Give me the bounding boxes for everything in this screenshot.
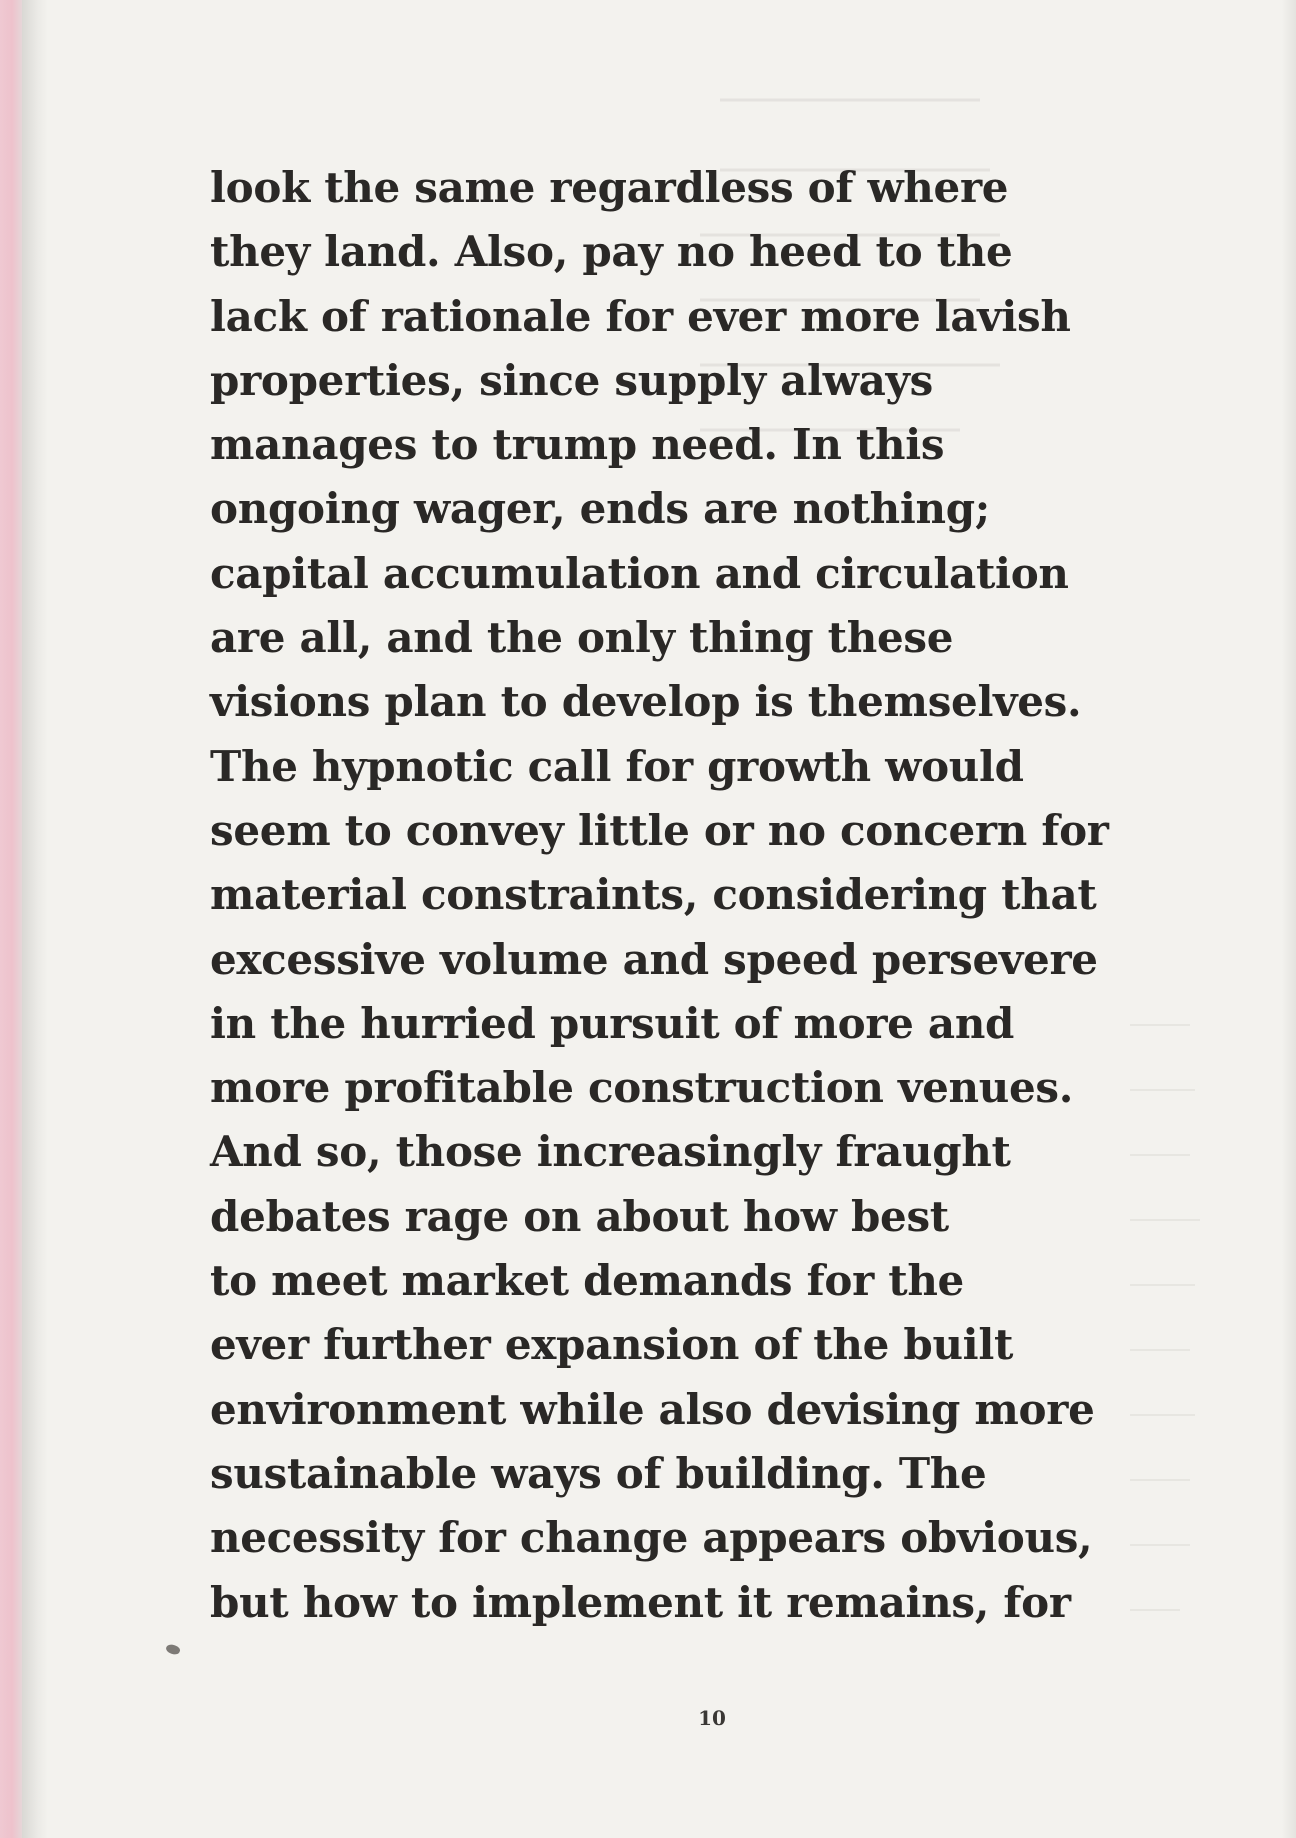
text-line: properties, since supply always (210, 355, 933, 405)
text-line: ever further expansion of the built (210, 1320, 1014, 1370)
text-line: debates rage on about how best (210, 1191, 949, 1241)
text-line: to meet market demands for the (210, 1256, 964, 1306)
page-number: 10 (698, 1706, 726, 1730)
text-line: And so, those increasingly fraught (210, 1127, 1011, 1177)
body-text (210, 156, 1210, 1635)
pink-page-edge (0, 0, 22, 1838)
text-line: manages to trump need. In this (210, 420, 945, 470)
text-line: The hypnotic call for growth would (210, 741, 1024, 791)
text-line: more profitable construction venues. (210, 1063, 1074, 1113)
ink-speck (165, 1643, 181, 1656)
text-line: ongoing wager, ends are nothing; (210, 484, 991, 534)
text-line: material constraints, considering that (210, 870, 1097, 920)
text-line: environment while also devising more (210, 1384, 1095, 1434)
text-line: they land. Also, pay no heed to the (210, 227, 1013, 277)
gutter-shadow (22, 0, 48, 1838)
text-line: visions plan to develop is themselves. (210, 677, 1082, 727)
text-line: are all, and the only thing these (210, 613, 954, 663)
right-page-edge (1282, 0, 1296, 1838)
text-line: seem to convey little or no concern for (210, 805, 1109, 855)
text-line: necessity for change appears obvious, (210, 1513, 1093, 1563)
text-line: capital accumulation and circulation (210, 548, 1069, 598)
text-line: sustainable ways of building. The (210, 1448, 987, 1498)
text-line: in the hurried pursuit of more and (210, 998, 1015, 1048)
text-line: excessive volume and speed persevere (210, 934, 1098, 984)
text-line: lack of rationale for ever more lavish (210, 291, 1071, 341)
text-line: look the same regardless of where (210, 163, 1009, 212)
text-line: but how to implement it remains, for (210, 1577, 1071, 1627)
